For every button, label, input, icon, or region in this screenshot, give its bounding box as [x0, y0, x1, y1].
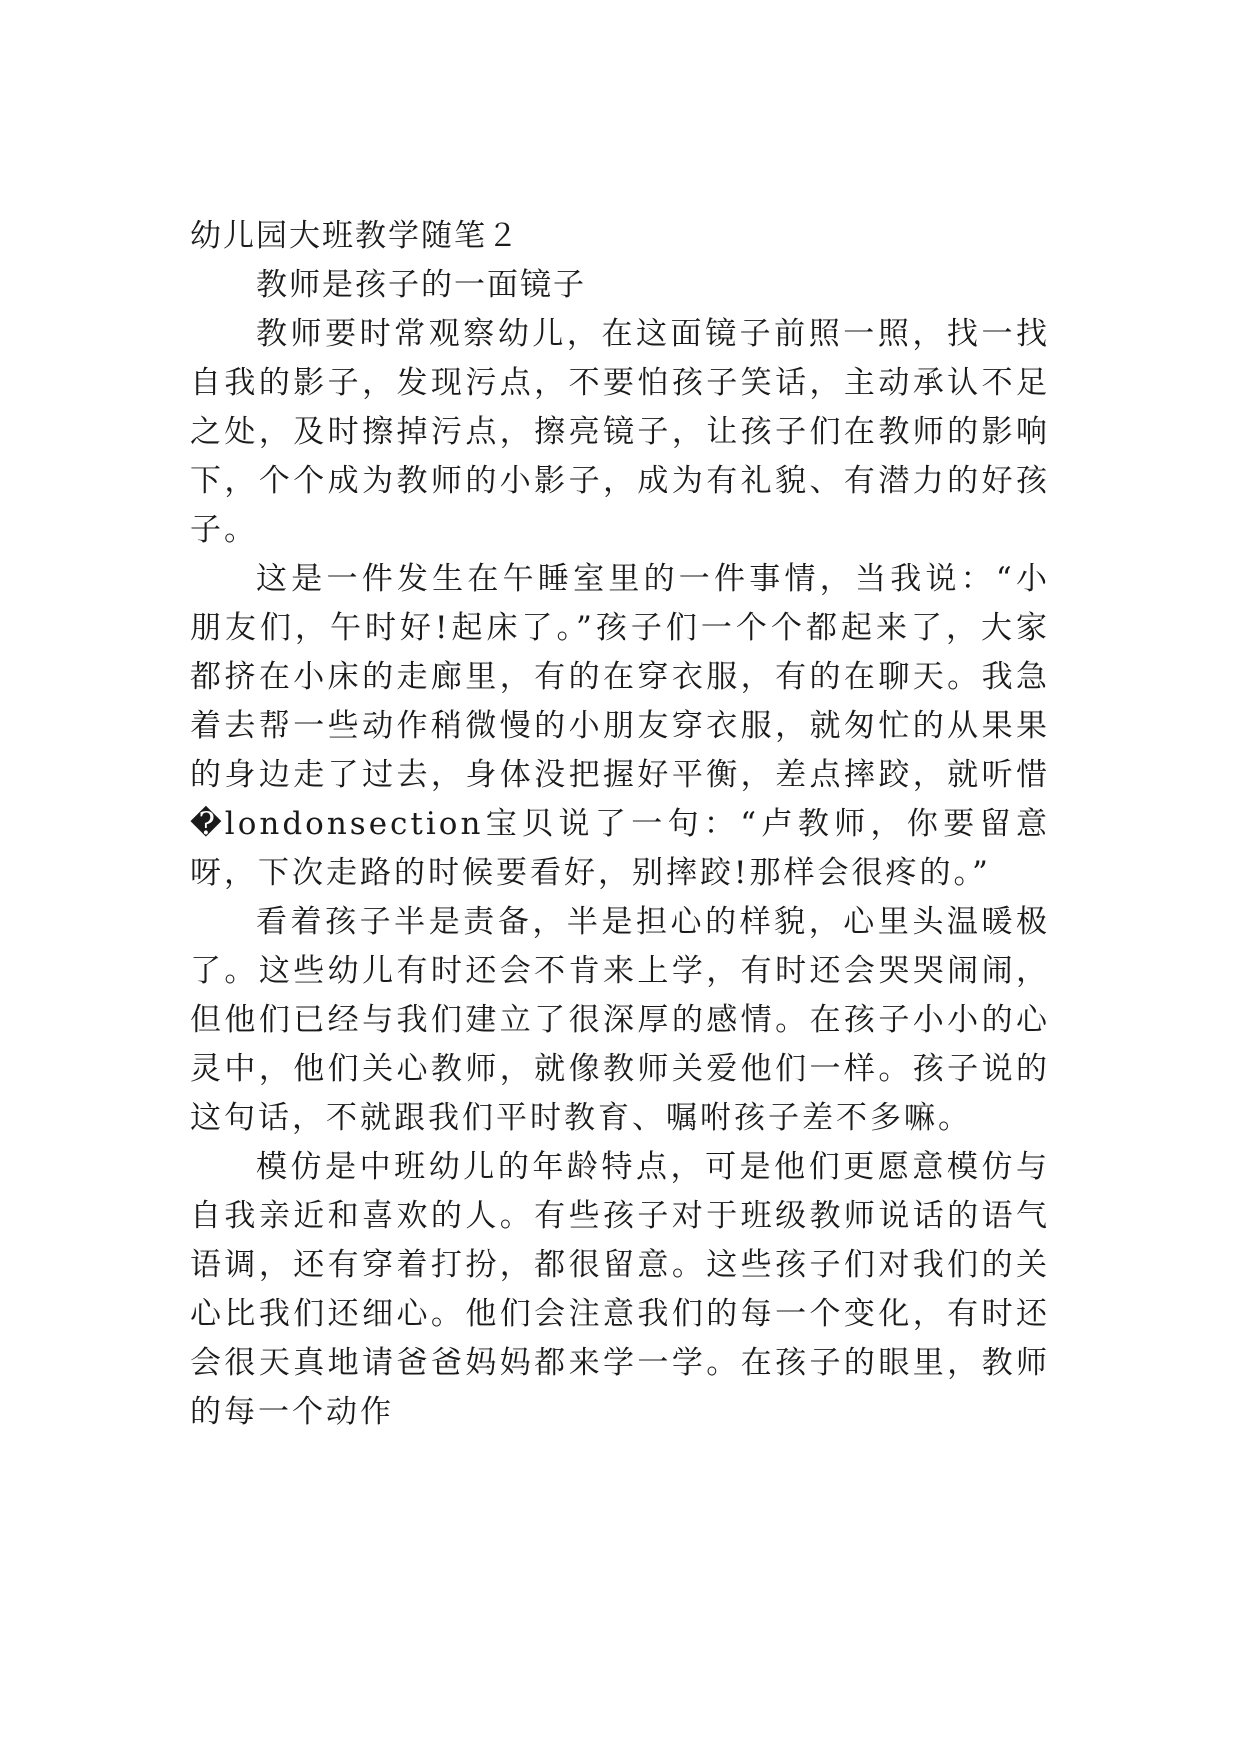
- paragraph-1: 教师要时常观察幼儿，在这面镜子前照一照，找一找自我的影子，发现污点，不要怕孩子笑话，主动承认不足之处，及时擦掉污点，擦亮镜子，让孩子们在教师的影响下，个个成为教师的小影子，成为有礼貌、有潜力的好孩子。: [190, 316, 1050, 548]
- paragraph-3: 看着孩子半是责备，半是担心的样貌，心里头温暖极了。这些幼儿有时还会不肯来上学，有时还会哭哭闹闹，但他们已经与我们建立了很深厚的感情。在孩子小小的心灵中，他们关心教师，就像教师关爱他们一样。孩子说的这句话，不就跟我们平时教育、嘱咐孩子差不多嘛。: [190, 904, 1050, 1136]
- document-body: [190, 212, 1050, 1437]
- paragraph-2: 这是一件发生在午睡室里的一件事情，当我说：“小朋友们，午时好!起床了。”孩子们一个个都起来了，大家都挤在小床的走廊里，有的在穿衣服，有的在聊天。我急着去帮一些动作稍微慢的小朋友穿衣服，就匆忙的从果果的身边走了过去，身体没把握好平衡，差点摔跤，就听惜�londonsection宝贝说了一句：“卢教师，你要留意呀，下次走路的时候要看好，别摔跤!那样会很疼的。”: [190, 561, 1050, 891]
- document-title: 幼儿园大班教学随笔２: [190, 218, 520, 254]
- essay-subtitle: 教师是孩子的一面镜子: [256, 267, 586, 303]
- paragraph-4: 模仿是中班幼儿的年龄特点，可是他们更愿意模仿与自我亲近和喜欢的人。有些孩子对于班级教师说话的语气语调，还有穿着打扮，都很留意。这些孩子们对我们的关心比我们还细心。他们会注意我们的每一个变化，有时还会很天真地请爸爸妈妈都来学一学。在孩子的眼里，教师的每一个动作: [190, 1149, 1050, 1430]
